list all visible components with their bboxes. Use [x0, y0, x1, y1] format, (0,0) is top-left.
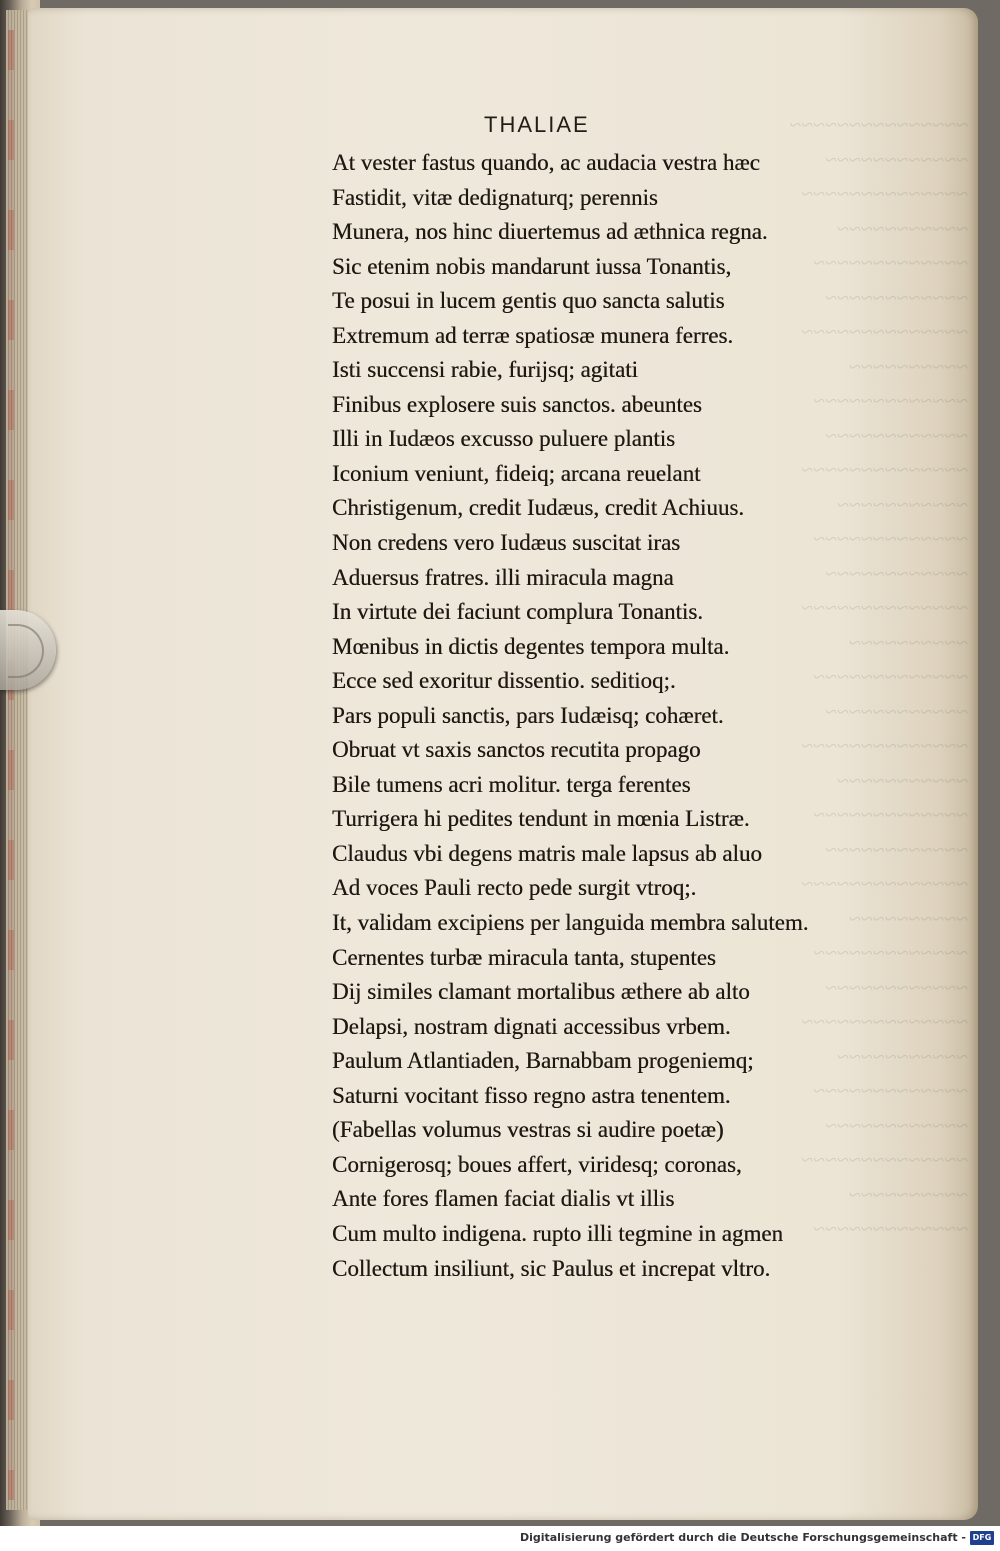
verse-line: Non credens vero Iudæus suscitat iras: [332, 530, 681, 556]
verse-line: Mœnibus in dictis degentes tempora multa.: [332, 633, 730, 659]
verse-line: Illi in Iudæos excusso puluere plantis: [332, 426, 676, 452]
verse-line: Turrigera hi pedites tendunt in mœnia Listræ.: [332, 806, 750, 832]
verse-line: Munera, nos hinc diuertemus ad æthnica regna.: [332, 219, 768, 245]
verse-line: Te posui in lucem gentis quo sancta salutis: [332, 288, 725, 314]
verse-line: Sic etenim nobis mandarunt iussa Tonantis,: [332, 253, 732, 279]
verse-line: Fastidit, vitæ dedignaturq; perennis: [332, 184, 658, 210]
footer-bar: [0, 1526, 1000, 1551]
verse-line: Ecce sed exoritur dissentio. seditioq;.: [332, 668, 676, 694]
verse-line: Aduersus fratres. illi miracula magna: [332, 564, 674, 590]
verse-line: Saturni vocitant fisso regno astra tenentem.: [332, 1082, 731, 1108]
red-page-edge: [8, 30, 14, 1500]
running-head: THALIAE: [484, 112, 590, 137]
verse-line: Paulum Atlantiaden, Barnabbam progeniemq;: [332, 1048, 754, 1074]
verse-line: Collectum insiliunt, sic Paulus et increpat vltro.: [332, 1255, 771, 1281]
verse-line: Claudus vbi degens matris male lapsus ab aluo: [332, 840, 762, 866]
verse-line: Christigenum, credit Iudæus, credit Achiuus.: [332, 495, 745, 521]
verse-line: Cornigerosq; boues affert, viridesq; coronas,: [332, 1151, 742, 1177]
verse-line: Ad voces Pauli recto pede surgit vtroq;.: [332, 875, 697, 901]
verse-line: Extremum ad terræ spatiosæ munera ferres.: [332, 322, 734, 348]
verse-line: Dij similes clamant mortalibus æthere ab alto: [332, 979, 750, 1005]
verse-line: Iconium veniunt, fideiq; arcana reuelant: [332, 460, 701, 486]
verse-line: Ante fores flamen faciat dialis vt illis: [332, 1186, 675, 1212]
funding-credit: Digitalisierung gefördert durch die Deutsche Forschungsgemeinschaft -: [519, 1531, 966, 1544]
verse-line: Cum multo indigena. rupto illi tegmine in agmen: [332, 1220, 783, 1246]
verse-line: It, validam excipiens per languida membra salutem.: [332, 910, 809, 936]
verse-list: [332, 146, 808, 1286]
verse-line: Pars populi sanctis, pars Iudæisq; cohæret.: [332, 702, 724, 728]
dfg-logo: DFG: [970, 1531, 994, 1545]
verse-line: Isti succensi rabie, furijsq; agitati: [332, 357, 638, 383]
show-through-text: ~~~~~~~~~~~~~~~ ~~~~~~~~~~~~ ~~~~~~~~~~~~~~ ~~~~~~~~~~~ ~~~~~~~~~~~~~ ~~~~~~~~~~~~ ~~~~~~~~~~~~~~ ~~~~~~~~~~ ~~~~~~~~~~~~~ ~~~~~~~~~~~~ ~~~~~~~~~~~~~~ ~~~~~~~~~~~ ~~~~~~~~~~~~~ ~~~~~~~~~~~~ ~~~~~~~~~~~~~~ ~~~~~~~~~~ ~~~~~~~~~~~~~ ~~~~~~~~~~~~ ~~~~~~~~~~~~~~ ~~~~~~~~~~~ ~~~~~~~~~~~~~ ~~~~~~~~~~~~ ~~~~~~~~~~~~~~ ~~~~~~~~~~ ~~~~~~~~~~~~~ ~~~~~~~~~~~~ ~~~~~~~~~~~~~~ ~~~~~~~~~~~ ~~~~~~~~~~~~~ ~~~~~~~~~~~~ ~~~~~~~~~~~~~~ ~~~~~~~~~~ ~~~~~~~~~~~~~: [789, 112, 968, 1241]
verse-line: In virtute dei faciunt complura Tonantis.: [332, 599, 703, 625]
verse-line: Delapsi, nostram dignati accessibus vrbem.: [332, 1013, 731, 1039]
verse-line: Obruat vt saxis sanctos recutita propago: [332, 737, 701, 763]
verse-line: Finibus explosere suis sanctos. abeuntes: [332, 391, 702, 417]
verse-line: (Fabellas volumus vestras si audire poetæ): [332, 1117, 724, 1143]
verse-line: Cernentes turbæ miracula tanta, stupentes: [332, 944, 716, 970]
verse-line: Bile tumens acri molitur. terga ferentes: [332, 771, 691, 797]
verse-line: At vester fastus quando, ac audacia vestra hæc: [332, 150, 760, 175]
